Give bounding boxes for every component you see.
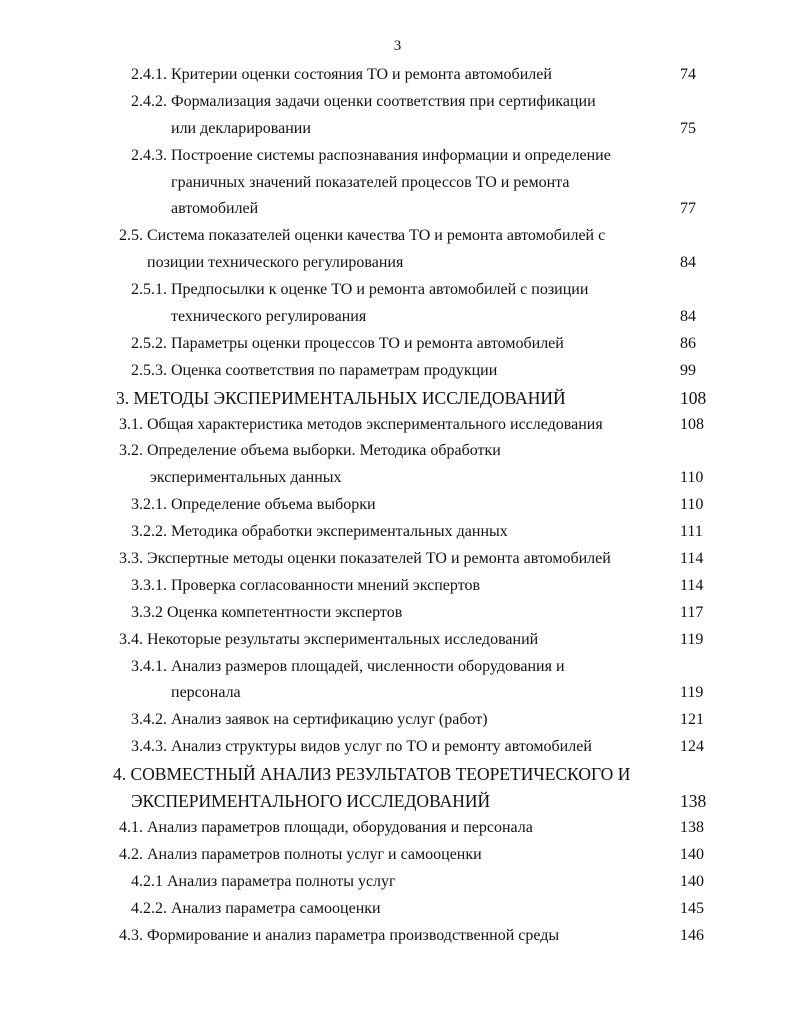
toc-entry-line	[0, 600, 795, 627]
toc-entry-line	[0, 815, 795, 842]
table-of-contents	[0, 62, 795, 949]
toc-entry-title: автомобилей	[171, 200, 259, 218]
toc-entry-page: 140	[680, 845, 704, 863]
toc-entry-title: 3.2.2. Методика обработки экспериментальных данных	[131, 523, 508, 541]
toc-entry-title: или декларировании	[171, 119, 311, 137]
toc-entry-page: 114	[680, 550, 704, 568]
toc-entry-title: 3.4.1. Анализ размеров площадей, численности оборудования и	[131, 657, 565, 675]
toc-entry-line	[0, 412, 795, 439]
toc-entry-title: 3.3.1. Проверка согласованности мнений экспертов	[131, 576, 481, 594]
toc-entry-title: 3.3.2 Оценка компетентности экспертов	[131, 603, 403, 621]
toc-entry-page: 77	[680, 200, 696, 218]
toc-entry-title: 4.2.2. Анализ параметра самооценки	[131, 899, 381, 917]
toc-entry-line	[0, 896, 795, 923]
toc-entry-title: 4. СОВМЕСТНЫЙ АНАЛИЗ РЕЗУЛЬТАТОВ ТЕОРЕТИЧЕСКОГО И	[113, 764, 631, 785]
toc-entry-title: 4.2.1 Анализ параметра полноты услуг	[131, 872, 396, 890]
toc-entry-line	[0, 385, 795, 412]
toc-entry-title: 3.4.3. Анализ структуры видов услуг по ТО и ремонту автомобилей	[131, 738, 592, 756]
toc-entry-title: 3.4. Некоторые результаты экспериментальных исследований	[119, 630, 539, 648]
toc-entry-line	[0, 519, 795, 546]
toc-entry-page: 74	[680, 66, 696, 83]
toc-entry-page: 99	[680, 361, 696, 379]
toc-entry-line	[0, 680, 795, 707]
toc-entry-page: 114	[680, 576, 704, 594]
toc-entry-line	[0, 438, 795, 465]
toc-entry-line	[0, 223, 795, 250]
toc-entry-page: 110	[680, 469, 704, 487]
toc-entry-page: 84	[680, 254, 696, 272]
toc-entry-title: ЭКСПЕРИМЕНТАЛЬНОГО ИССЛЕДОВАНИЙ	[131, 791, 491, 812]
toc-entry-line	[0, 250, 795, 277]
toc-entry-page: 138	[680, 818, 704, 836]
toc-entry-title: 2.5.2. Параметры оценки процессов ТО и ремонта автомобилей	[131, 334, 564, 352]
toc-entry-title: 2.4.1. Критерии оценки состояния ТО и ремонта автомобилей	[131, 66, 552, 83]
toc-entry-line	[0, 196, 795, 223]
toc-entry-line	[0, 116, 795, 143]
toc-entry-line	[0, 573, 795, 600]
toc-entry-page: 111	[680, 523, 703, 541]
toc-entry-line	[0, 492, 795, 519]
toc-entry-line	[0, 654, 795, 681]
toc-entry-page: 117	[680, 603, 704, 621]
toc-entry-line	[0, 546, 795, 573]
toc-entry-title: 2.5.1. Предпосылки к оценке ТО и ремонта автомобилей с позиции	[131, 281, 589, 299]
toc-entry-title: 3. МЕТОДЫ ЭКСПЕРИМЕНТАЛЬНЫХ ИССЛЕДОВАНИЙ	[116, 387, 566, 408]
toc-entry-line	[0, 707, 795, 734]
toc-entry-title: 2.5.3. Оценка соответствия по параметрам продукции	[131, 361, 498, 379]
toc-entry-line	[0, 304, 795, 331]
toc-entry-page: 108	[680, 387, 707, 408]
toc-entry-page: 84	[680, 308, 696, 326]
toc-entry-line	[0, 734, 795, 761]
toc-entry-line	[0, 627, 795, 654]
toc-entry-title: 4.3. Формирование и анализ параметра производственной среды	[119, 926, 560, 944]
toc-entry-line	[0, 62, 795, 89]
toc-entry-title: 3.2.1. Определение объема выборки	[131, 496, 376, 514]
toc-entry-line	[0, 465, 795, 492]
toc-entry-title: 3.4.2. Анализ заявок на сертификацию услуг (работ)	[131, 711, 488, 729]
toc-entry-title: позиции технического регулирования	[147, 254, 404, 272]
toc-entry-line	[0, 358, 795, 385]
toc-entry-title: 2.4.2. Формализация задачи оценки соответствия при сертификации	[131, 92, 596, 110]
toc-entry-line	[0, 89, 795, 116]
toc-entry-line	[0, 143, 795, 170]
toc-entry-page: 75	[680, 119, 696, 137]
toc-entry-title: граничных значений показателей процессов ТО и ремонта	[171, 173, 570, 191]
toc-entry-title: 4.1. Анализ параметров площади, оборудования и персонала	[119, 818, 533, 836]
toc-entry-line	[0, 761, 795, 788]
toc-entry-page: 121	[680, 711, 704, 729]
toc-entry-page: 124	[680, 738, 704, 756]
toc-entry-page: 145	[680, 899, 704, 917]
toc-entry-title: 3.3. Экспертные методы оценки показателей ТО и ремонта автомобилей	[119, 550, 611, 568]
toc-entry-line	[0, 170, 795, 197]
toc-entry-title: персонала	[171, 684, 241, 702]
toc-entry-line	[0, 842, 795, 869]
toc-entry-line	[0, 788, 795, 815]
toc-entry-page: 140	[680, 872, 704, 890]
toc-entry-title: 2.5. Система показателей оценки качества ТО и ремонта автомобилей с	[119, 227, 606, 245]
toc-entry-title: 3.2. Определение объема выборки. Методика обработки	[119, 442, 501, 460]
toc-entry-page: 119	[680, 630, 704, 648]
toc-entry-page: 110	[680, 496, 704, 514]
toc-entry-title: технического регулирования	[171, 308, 367, 326]
toc-entry-page: 119	[680, 684, 704, 702]
toc-entry-title: 4.2. Анализ параметров полноты услуг и самооценки	[119, 845, 482, 863]
toc-entry-line	[0, 869, 795, 896]
toc-entry-line	[0, 331, 795, 358]
toc-entry-page: 138	[680, 791, 707, 812]
toc-entry-page: 86	[680, 334, 696, 352]
toc-entry-title: экспериментальных данных	[150, 469, 342, 487]
toc-entry-page: 146	[680, 926, 704, 944]
toc-entry-title: 3.1. Общая характеристика методов экспериментального исследования	[119, 415, 603, 433]
toc-entry-line	[0, 923, 795, 950]
toc-entry-line	[0, 277, 795, 304]
toc-entry-title: 2.4.3. Построение системы распознавания информации и определение	[131, 146, 611, 164]
toc-entry-page: 108	[680, 415, 704, 433]
page-number: 3	[393, 38, 402, 54]
